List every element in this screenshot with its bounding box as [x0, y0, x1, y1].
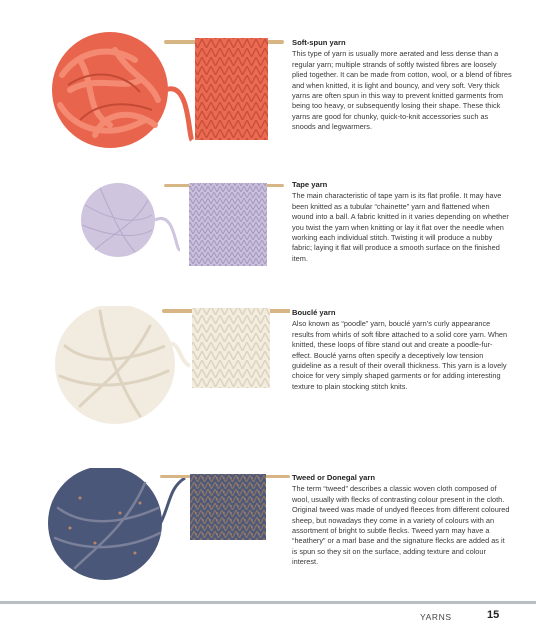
page-number: 15 — [487, 609, 500, 621]
tape-ball — [81, 183, 155, 257]
tweed-text — [292, 473, 512, 568]
section-body: Also known as “poodle” yarn, bouclé yarn’s curly appearance results from whirls of soft fibre attached to a solid core yarn. When knitted, these loops of fibre stand out and create a poodle-fur-effect. Bouclé yarns often specify a deceptively low tension guideline as a result of their overall thickness. This yarn is a lovely choice for very simply shaped garments or for adding interesting texture to plain stocking stitch knits. — [292, 319, 508, 391]
boucle-swatch — [192, 308, 270, 388]
tweed-swatch — [190, 474, 266, 540]
footer-divider — [0, 601, 536, 604]
soft-spun-yarn-image — [40, 30, 290, 180]
tape-text — [292, 180, 512, 264]
section-body: This type of yarn is usually more aerated and less dense than a regular yarn; multiple strands of softly twisted fibres are loosely plied together. It can be made from cotton, wool, or a blend of fibres and when knitted, it is light and bouncy, and very soft. Very thick yarns are often spun in this way to prevent knitted garments from being too heavy, or subsequently losing their shape. These thick yarns are good for chunky, quick-to-knit accessories such as snoods and legwarmers. — [292, 49, 512, 132]
boucle-yarn-image — [40, 306, 290, 456]
soft-spun-swatch — [195, 38, 268, 140]
section-title: Bouclé yarn — [292, 308, 336, 317]
section-body: The term “tweed” describes a classic woven cloth composed of wool, usually with flecks of contrasting colour present in the cloth. Original tweed was made of undyed fleeces from different coloured sheep, but nowadays they come in a variety of colours with an assortment of bright to subtle flecks. Tweed yarn may have a “heathery” or a marl base and the signature flecks are added as it is spun so they sit on the surface, adding texture and colour interest. — [292, 484, 510, 567]
boucle-text — [292, 308, 512, 392]
section-title: Tweed or Donegal yarn — [292, 473, 375, 482]
tweed-yarn-image — [40, 468, 290, 618]
footer-section-label: YARNS — [420, 612, 452, 622]
soft-spun-text — [292, 38, 512, 133]
section-title: Tape yarn — [292, 180, 328, 189]
section-title: Soft-spun yarn — [292, 38, 346, 47]
tape-swatch — [189, 183, 267, 266]
section-body: The main characteristic of tape yarn is its flat profile. It may have been knitted as a tubular “chainette” yarn and flattened when wound into a ball. A fabric knitted in it varies depending on whether you twist the yarn when knitting or lay it flat over the needle when working each individual stitch. Twisting it will produce a nubby fabric; laying it flat will produce a smooth surface on the finished item. — [292, 191, 509, 263]
